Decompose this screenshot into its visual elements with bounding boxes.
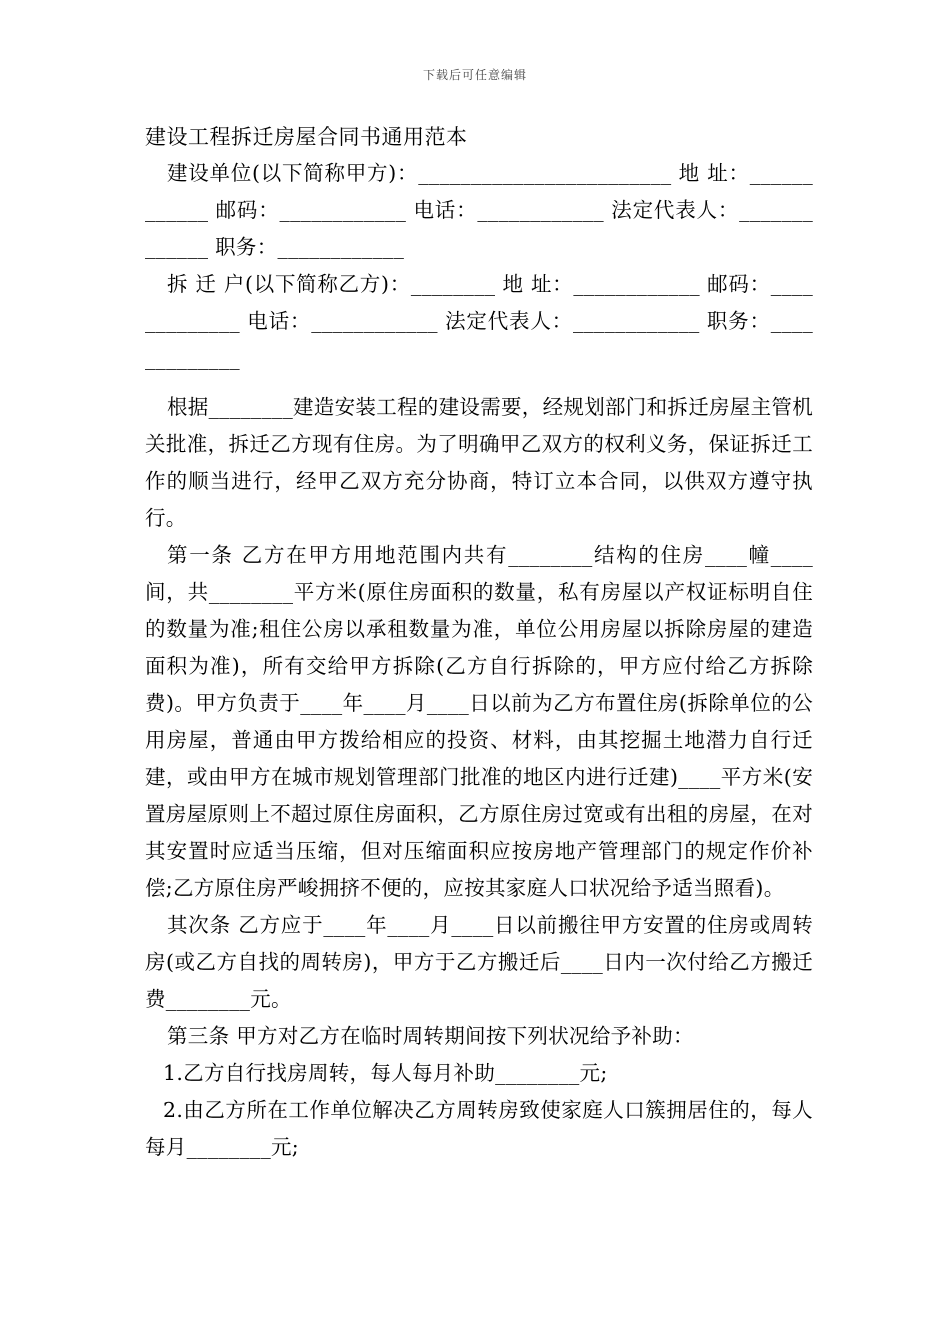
party-b-info: 拆 迁 户(以下简称乙方)：________ 地 址：____________ 邮码：_____________ 电话：____________ 法定代表人：____________ 职务：_____________ [145, 272, 813, 370]
article-1: 第一条 乙方在甲方用地范围内共有________结构的住房____幢____间，共________平方米(原住房面积的数量，私有房屋以产权证标明自住的数量为准;租住公房以承租数量为准，单位公用房屋以拆除房屋的建造面积为准)，所有交给甲方拆除(乙方自行拆除的，甲方应付给乙方拆除费)。甲方负责于____年____月____日以前为乙方布置住房(拆除单位的公用房屋，普通由甲方拨给相应的投资、材料，由其挖掘土地潜力自行迁建，或由甲方在城市规划管理部门批准的地区内进行迁建)____平方米(安置房屋原则上不超过原住房面积，乙方原住房过宽或有出租的房屋，在对其安置时应适当压缩，但对压缩面积应按房地产管理部门的规定作价补偿;乙方原住房严峻拥挤不便的，应按其家庭人口状况给予适当照看)。 [145, 543, 813, 900]
document-title: 建设工程拆迁房屋合同书通用范本 [145, 125, 468, 149]
page-header-note: 下载后可任意编辑 [422, 68, 527, 82]
document-body [145, 119, 813, 1166]
article-3-item-1: 1.乙方自行找房周转，每人每月补助________元; [163, 1061, 608, 1085]
article-2: 其次条 乙方应于____年____月____日以前搬往甲方安置的住房或周转房(或乙方自找的周转房)，甲方于乙方搬迁后____日内一次付给乙方搬迁费________元。 [145, 913, 813, 1011]
article-3: 第三条 甲方对乙方在临时周转期间按下列状况给予补助： [167, 1024, 694, 1048]
preamble-paragraph: 根据________建造安装工程的建设需要，经规划部门和拆迁房屋主管机关批准，拆迁乙方现有住房。为了明确甲乙双方的权利义务，保证拆迁工作的顺当进行，经甲乙双方充分协商，特订立本合同，以供双方遵守执行。 [145, 395, 813, 530]
article-3-item-2: 2.由乙方所在工作单位解决乙方周转房致使家庭人口簇拥居住的，每人每月________元; [145, 1098, 813, 1159]
party-a-info: 建设单位(以下简称甲方)：________________________ 地 址：____________ 邮码：____________ 电话：____________ 法定代表人：_____________ 职务：____________ [145, 161, 813, 259]
